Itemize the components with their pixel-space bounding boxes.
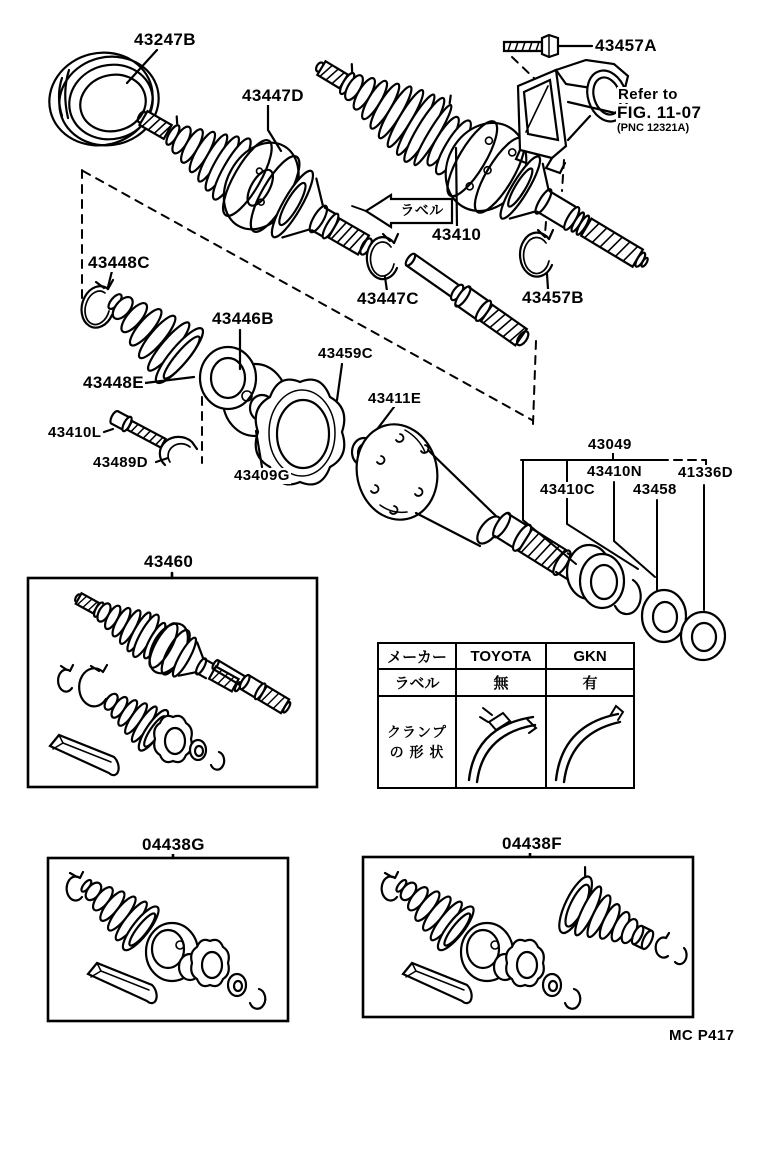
bolt-43410L-drawing (108, 409, 167, 450)
callout-43409G: 43409G (234, 467, 290, 484)
callout-43489D: 43489D (93, 454, 148, 471)
boot-clamp-43457B-drawing (520, 230, 553, 289)
page-code: MC P417 (669, 1027, 735, 1044)
boot-clamp-43448C-drawing (82, 271, 113, 328)
dust-cover-43458-drawing (642, 590, 686, 642)
callout-43410: 43410 (432, 225, 482, 244)
callout-43447D: 43447D (242, 86, 304, 105)
pnc-reference: (PNC 12321A) (617, 122, 690, 134)
callout-43446B: 43446B (212, 309, 274, 328)
toyota-clamp-drawing (459, 700, 543, 784)
callout-43447C: 43447C (357, 289, 419, 308)
callout-43247B: 43247B (134, 30, 196, 49)
intermediate-shaft-drawing (401, 248, 533, 350)
callout-43448E: 43448E (83, 373, 145, 392)
oil-seal-drawing (39, 42, 168, 156)
callout-04438F: 04438F (502, 834, 563, 853)
leader-43410L (104, 429, 113, 432)
bracket-bolt-drawing (504, 35, 558, 57)
callout-43458: 43458 (633, 481, 677, 498)
ring-41336D-drawing (681, 612, 725, 660)
refer-to-note: Refer to (618, 86, 678, 103)
callout-43457A: 43457A (595, 36, 657, 55)
table-row-clamp-shape-header-line1: クランプ (387, 723, 447, 740)
figure-reference: FIG. 11-07 (617, 103, 702, 122)
callout-43460: 43460 (144, 552, 194, 571)
callout-43457B: 43457B (522, 288, 584, 307)
label-tag-text: ラベル (400, 202, 444, 218)
callout-43410L: 43410L (48, 424, 102, 441)
callout-04438G: 04438G (142, 835, 205, 854)
boot-clamp-43447C-drawing (367, 234, 398, 291)
table-row-label-header: ラベル (378, 669, 456, 696)
callout-43448C: 43448C (88, 253, 150, 272)
table-row-clamp-shape-header-line2: の 形 状 (389, 744, 445, 760)
manufacturer-comparison-table (377, 642, 635, 789)
callout-43410N: 43410N (587, 463, 642, 480)
table-header-gkn: GKN (546, 643, 634, 669)
table-cell-gkn-label: 有 (546, 669, 634, 696)
callout-41336D: 41336D (678, 464, 733, 481)
callout-43410C: 43410C (540, 481, 595, 498)
inner-joint-housing-drawing (348, 417, 505, 548)
gkn-clamp-drawing (548, 700, 632, 784)
table-cell-toyota-label: 無 (456, 669, 546, 696)
callout-43459C: 43459C (318, 345, 373, 362)
callout-43411E: 43411E (368, 390, 422, 407)
table-header-toyota: TOYOTA (456, 643, 546, 669)
callout-43049: 43049 (588, 436, 632, 453)
table-header-maker: メーカー (378, 643, 456, 669)
leader-43410 (456, 148, 457, 227)
